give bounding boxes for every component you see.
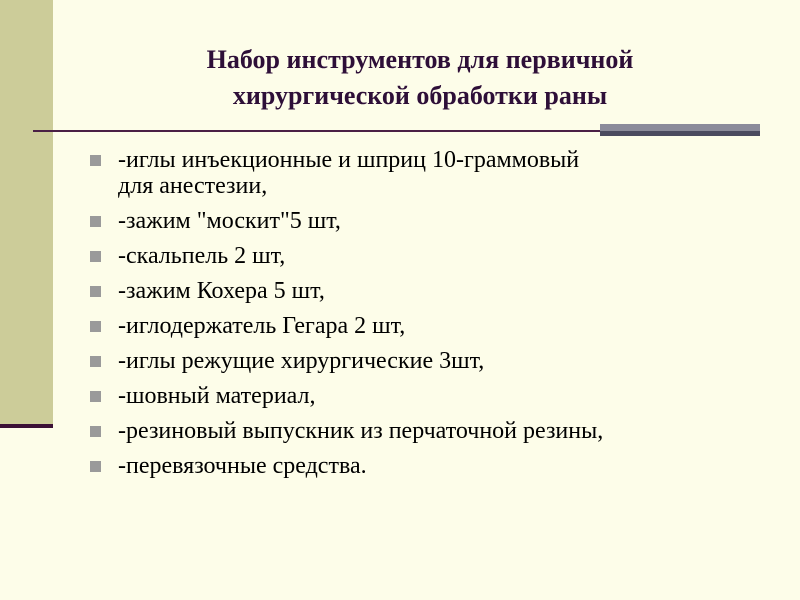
list-item: [90, 348, 770, 374]
square-bullet-icon: [90, 155, 101, 166]
list-item: [90, 278, 770, 304]
accent-bar-light: [600, 124, 760, 131]
accent-bar-dark: [600, 131, 760, 136]
list-item-text: -иглы инъекционные и шприц 10-граммовый: [118, 147, 580, 173]
square-bullet-icon: [90, 356, 101, 367]
side-band: [0, 0, 53, 426]
list-item: [90, 147, 770, 199]
list-item: [90, 453, 770, 479]
slide-title: [120, 42, 720, 114]
list-item-text: -перевязочные средства.: [118, 453, 367, 479]
square-bullet-icon: [90, 391, 101, 402]
square-bullet-icon: [90, 426, 101, 437]
square-bullet-icon: [90, 216, 101, 227]
list-item-text-continued: для анестезии,: [118, 173, 268, 199]
list-item-text: -зажим Кохера 5 шт,: [118, 278, 325, 304]
list-item-text: -зажим "москит"5 шт,: [118, 208, 341, 234]
list-item-text: -скальпель 2 шт,: [118, 243, 286, 269]
list-item: [90, 208, 770, 234]
list-item-text: -шовный материал,: [118, 383, 316, 409]
square-bullet-icon: [90, 321, 101, 332]
list-item: [90, 243, 770, 269]
list-item-text: -иглы режущие хирургические 3шт,: [118, 348, 485, 374]
list-item: [90, 383, 770, 409]
list-item-text: -иглодержатель Гегара 2 шт,: [118, 313, 406, 339]
list-item: [90, 418, 770, 444]
list-item-text: -резиновый выпускник из перчаточной резины,: [118, 418, 604, 444]
list-item: [90, 313, 770, 339]
slide-title-line1: Набор инструментов для первичной: [206, 45, 634, 74]
square-bullet-icon: [90, 251, 101, 262]
square-bullet-icon: [90, 286, 101, 297]
side-band-accent: [0, 424, 53, 428]
slide-title-line2: хирургической обработки раны: [232, 81, 608, 110]
instrument-list: [90, 147, 770, 488]
square-bullet-icon: [90, 461, 101, 472]
